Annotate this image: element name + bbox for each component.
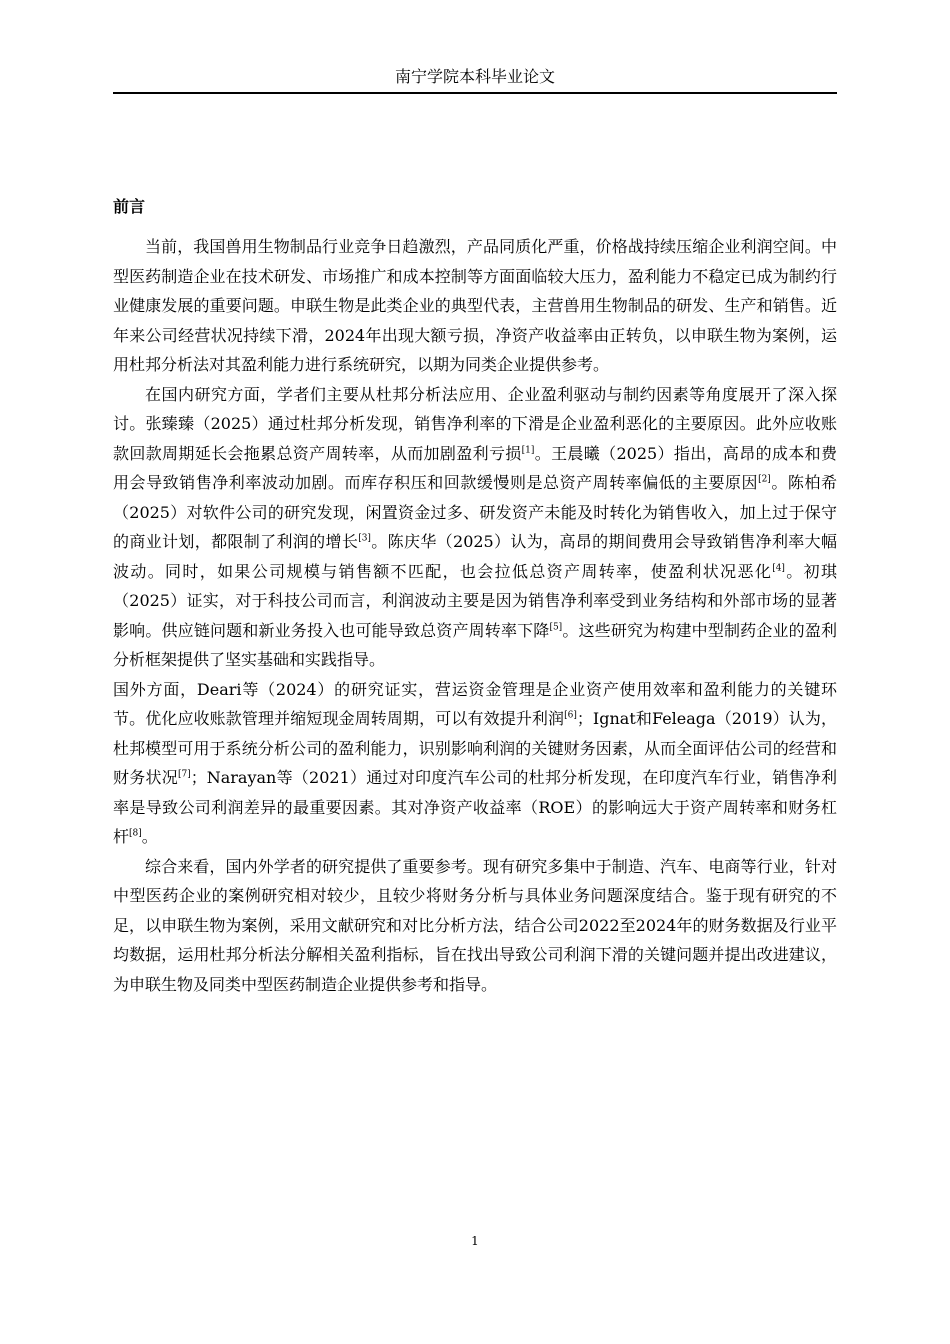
paragraph-2 — [113, 380, 837, 675]
text-run: 在国内研究方面，学者们主要从杜邦分析法应用、企业盈利驱动与制约因素等角度展开了深入探讨。张臻臻（2025）通过杜邦分析发现，销售净利率的下滑是企业盈利恶化的主要原因。此外应收账款回款周期延长会拖累总资产周转率，从而加剧盈利亏损 — [113, 384, 837, 463]
text-run: 国外方面，Deari等（2024）的研究证实，营运资金管理是企业资产使用效率和盈利能力的关键环节。优化应收账款管理并缩短现金周转周期，可以有效提升利润 — [113, 679, 837, 728]
text-run: ；Ignat和Feleaga（2019）认为，杜邦模型可用于系统分析公司的盈利能力，识别影响利润的关键财务因素，从而全面评估公司的经营和财务状况 — [113, 709, 837, 787]
text-run: 。 — [141, 827, 158, 846]
text-run: 。陈庆华（2025）认为，高昂的期间费用会导致销售净利率大幅波动。同时，如果公司规模与销售额不匹配，也会拉低总资产周转率，使盈利状况恶化 — [113, 532, 837, 581]
page-number: 1 — [471, 1234, 479, 1248]
citation-ref: [7] — [177, 769, 191, 780]
page-header — [113, 64, 837, 94]
text-run: ；Narayan等（2021）通过对印度汽车公司的杜邦分析发现，在印度汽车行业，销售净利率是导致公司利润差异的最重要因素。其对净资产收益率（ROE）的影响远大于资产周转率和财务杠杆 — [113, 768, 837, 846]
citation-ref: [5] — [549, 622, 563, 633]
header-title: 南宁学院本科毕业论文 — [394, 67, 555, 86]
citation-ref: [3] — [358, 533, 371, 544]
paragraph-3 — [113, 675, 837, 852]
paragraph-1: 当前，我国兽用生物制品行业竞争日趋激烈，产品同质化严重，价格战持续压缩企业利润空间。中型医药制造企业在技术研发、市场推广和成本控制等方面面临较大压力，盈利能力不稳定已成为制约行业健康发展的重要问题。申联生物是此类企业的典型代表，主营兽用生物制品的研发、生产和销售。近年来公司经营状况持续下滑，2024年出现大额亏损，净资产收益率由正转负，以申联生物为案例，运用杜邦分析法对其盈利能力进行系统研究，以期为同类企业提供参考。 — [113, 237, 837, 374]
text-run: 。初琪（2025）证实，对于科技公司而言，利润波动主要是因为销售净利率受到业务结构和外部市场的显著影响。供应链问题和新业务投入也可能导致总资产周转率下降 — [113, 561, 837, 640]
text-run: 。这些研究为构建中型制药企业的盈利分析框架提供了坚实基础和实践指导。 — [113, 620, 837, 669]
text-run: 。王晨曦（2025）指出，高昂的成本和费用会导致销售净利率波动加剧。而库存积压和回款缓慢则是总资产周转率偏低的主要原因 — [113, 443, 837, 492]
citation-ref: [6] — [564, 710, 577, 721]
citation-ref: [1] — [521, 445, 535, 456]
citation-ref: [2] — [758, 474, 771, 485]
body-text — [113, 232, 837, 999]
citation-ref: [8] — [129, 828, 142, 839]
section-heading: 前言 — [113, 197, 146, 216]
paragraph-4: 综合来看，国内外学者的研究提供了重要参考。现有研究多集中于制造、汽车、电商等行业，针对中型医药企业的案例研究相对较少，且较少将财务分析与具体业务问题深度结合。鉴于现有研究的不足，以申联生物为案例，采用文献研究和对比分析方法，结合公司2022至2024年的财务数据及行业平均数据，运用杜邦分析法分解相关盈利指标，旨在找出导致公司利润下滑的关键问题并提出改进建议，为申联生物及同类中型医药制造企业提供参考和指导。 — [113, 856, 837, 994]
citation-ref: [4] — [772, 563, 785, 574]
text-run: 。陈柏希（2025）对软件公司的研究发现，闲置资金过多、研发资产未能及时转化为销售收入，加上过于保守的商业计划，都限制了利润的增长 — [113, 473, 837, 551]
